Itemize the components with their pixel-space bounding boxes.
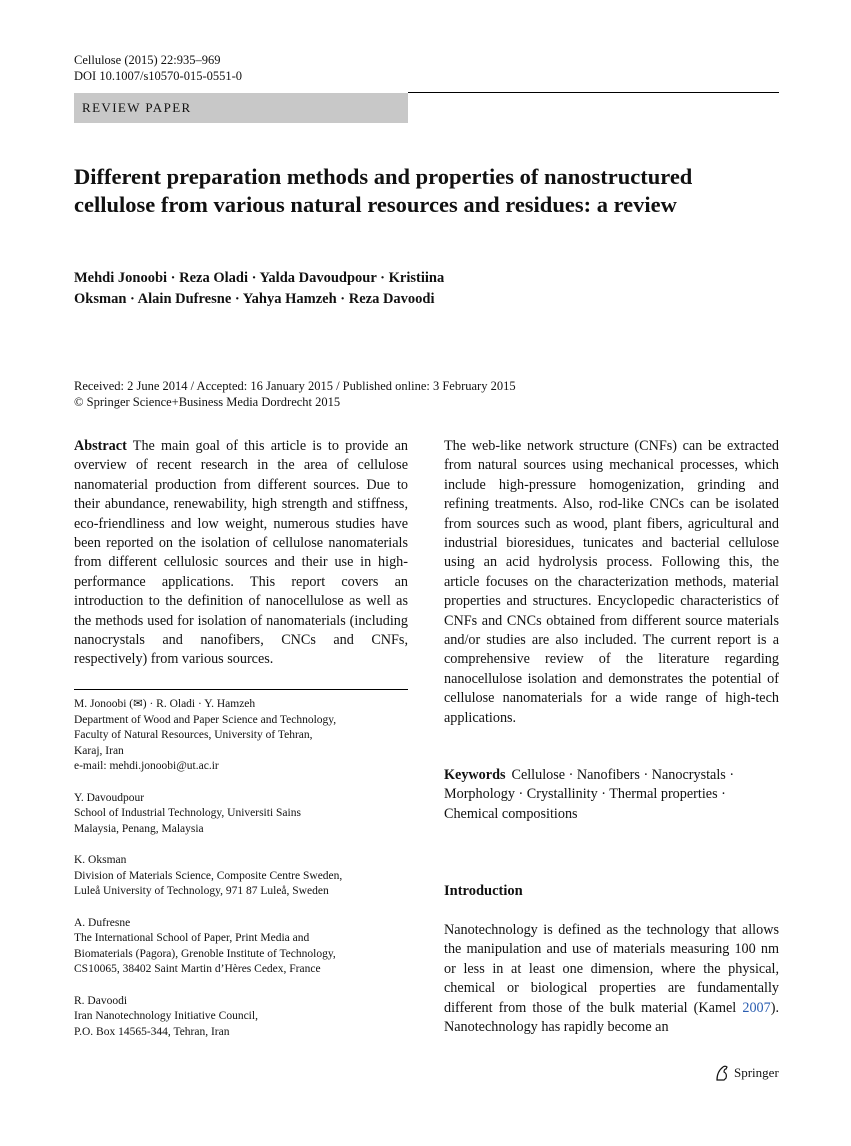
keywords (444, 766, 779, 824)
affiliation-line: Division of Materials Science, Composite Centre Sweden, (74, 869, 343, 882)
affiliation-names: R. Davoodi (74, 994, 128, 1007)
affiliation-line: Iran Nanotechnology Initiative Council, (74, 1010, 258, 1022)
intro-text-part: Nanotechnology is defined as the technology that allows the manipulation and use of materials measuring 100 nm or less in at least one dimension, where the physical, chemical or biological properties are fundamentally different from those of the bulk material (Kamel (444, 922, 779, 1016)
citation-link[interactable]: 2007 (742, 999, 771, 1016)
affiliation-block (74, 791, 408, 838)
affiliation-block (74, 994, 408, 1041)
publisher-name: Springer (734, 1065, 779, 1080)
affiliation-names: K. Oksman (74, 854, 127, 866)
article-type-banner: REVIEW PAPER (74, 93, 408, 123)
affiliation-block (74, 916, 408, 978)
copyright: © Springer Science+Business Media Dordrecht 2015 (74, 395, 341, 409)
affiliations (74, 697, 408, 1056)
affiliation-names: M. Jonoobi (✉) · R. Oladi · Y. Hamzeh (74, 698, 256, 710)
affiliation-line: Malaysia, Penang, Malaysia (74, 822, 204, 835)
affiliation-line: The International School of Paper, Print Media and (74, 932, 310, 944)
introduction-heading: Introduction (444, 883, 523, 899)
journal-info (74, 52, 242, 84)
affiliation-line: Department of Wood and Paper Science and Technology, (74, 713, 337, 726)
affiliation-line: Karaj, Iran (74, 744, 124, 757)
springer-horse-icon (714, 1064, 730, 1082)
abstract-right (444, 437, 779, 728)
header-rule (408, 92, 779, 93)
affiliation-names: Y. Davoudpour (74, 791, 145, 804)
intro-text-part: ). Nanotechnology has rapidly become an (444, 999, 779, 1036)
affiliation-names: A. Dufresne (74, 916, 131, 929)
affiliation-line: CS10065, 38402 Saint Martin d’Hères Cedex, France (74, 963, 321, 975)
affiliation-line: School of Industrial Technology, Universiti Sains (74, 807, 301, 819)
abstract-text-right: The web-like network structure (CNFs) can be extracted from natural sources using mechanical processes, which include high-pressure homogenization, grinding and refining treatments. Also, rod-like CNCs can be isolated from sources such as wood, plant fibers, agricultural and industrial bioresidues, tunicates and bacterial cellulose using an acid hydrolysis process. Following this, the article focuses on the characterization methods, material properties and structures. Encyclopedic characteristics of CNFs and CNCs obtained from different source materials and/or studies are also included. The current report is a comprehensive review of the literature regarding nanocellulose isolation and demonstrates the potential of cellulose nanomaterials for a wide range of high-tech applications. (444, 438, 779, 726)
affiliation-block (74, 853, 408, 900)
affiliation-line: Luleå University of Technology, 971 87 Luleå, Sweden (74, 885, 329, 897)
abstract-left (74, 437, 408, 670)
article-title: Different preparation methods and properties of nanostructured cellulose from various natural resources and residues: a review (74, 164, 693, 217)
springer-logo (714, 1064, 779, 1082)
affiliation-block (74, 697, 408, 775)
affiliation-line: e-mail: mehdi.jonoobi@ut.ac.ir (74, 760, 219, 772)
abstract-label: Abstract (74, 438, 127, 454)
doi: DOI 10.1007/s10570-015-0551-0 (74, 69, 243, 83)
affiliation-line: Biomaterials (Pagora), Grenoble Institute of Technology, (74, 947, 336, 960)
abstract-text-left: The main goal of this article is to provide an overview of recent research in the area of cellulose nanomaterial production from different sources. Due to their abundance, renewability, high strength and stiffness, eco-friendliness and low weight, numerous studies have been reported on the isolation of cellulose nanomaterials from different cellulosic sources and their use in high-performance applications. This report covers an introduction to the definition of nanocellulose as well as the methods used for isolation of nanomaterials (including nanocrystals and nanofibers, CNCs and CNFs, respectively) from various sources. (74, 438, 408, 668)
keywords-text: Cellulose · Nanofibers · Nanocrystals · Morphology · Crystallinity · Thermal properties · Chemical compositions (444, 767, 735, 822)
affiliation-line: Faculty of Natural Resources, University of Tehran, (74, 729, 313, 741)
keywords-label: Keywords (444, 767, 506, 783)
author-list: Mehdi Jonoobi · Reza Oladi · Yalda Davoudpour · Kristiina Oksman · Alain Dufresne · Yahya Hamzeh · Reza Davoodi (74, 270, 445, 307)
publication-dates (74, 378, 774, 410)
affiliation-line: P.O. Box 14565-344, Tehran, Iran (74, 1025, 230, 1038)
introduction-text (444, 921, 779, 1037)
history-dates: Received: 2 June 2014 / Accepted: 16 January 2015 / Published online: 3 February 2015 (74, 379, 516, 393)
affiliation-rule (74, 689, 408, 690)
journal-citation: Cellulose (2015) 22:935–969 (74, 53, 221, 67)
